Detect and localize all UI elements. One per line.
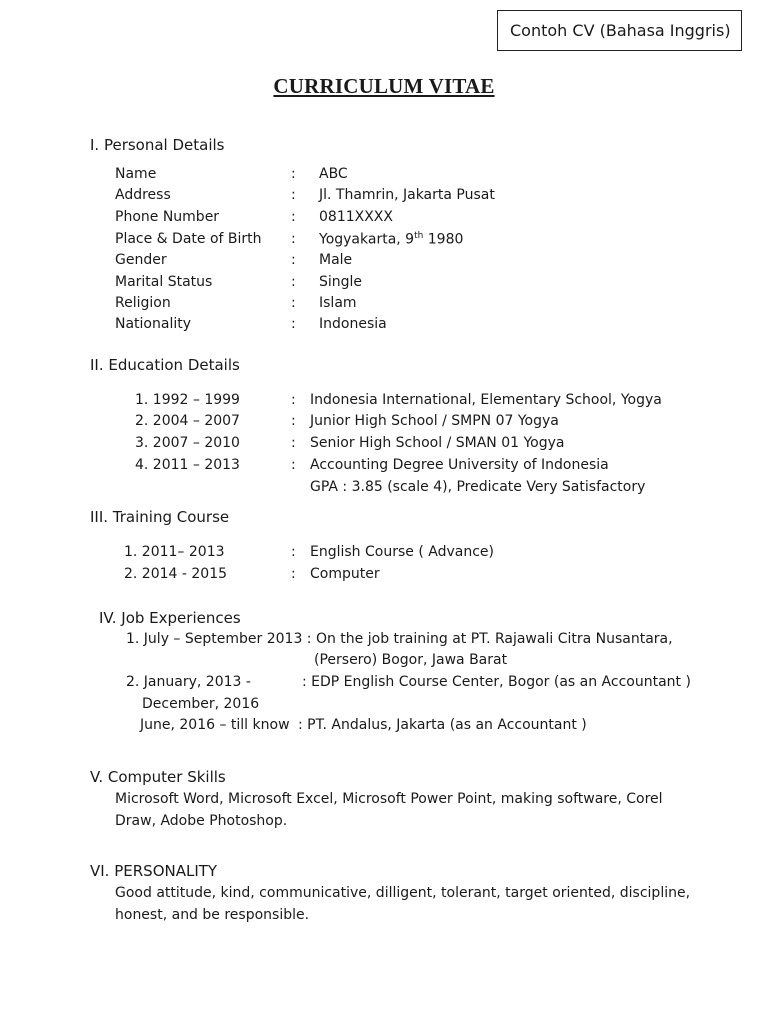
section-heading-personal: I. Personal Details [90,136,225,154]
colon: : [291,413,296,429]
label-marital: Marital Status [115,274,213,290]
job-entry-period: 2. January, 2013 - [126,674,251,690]
education-gpa: GPA : 3.85 (scale 4), Predicate Very Satisfactory [310,479,646,495]
job-entry-period: June, 2016 – till know [140,717,290,733]
colon: : [291,187,296,203]
training-period: 1. 2011– 2013 [124,544,225,560]
education-value: Indonesia International, Elementary School, Yogya [310,392,662,408]
training-value: Computer [310,566,380,582]
colon: : [291,252,296,268]
job-entry-line: 1. July – September 2013 : On the job training at PT. Rajawali Citra Nusantara, [126,631,673,647]
education-period: 4. 2011 – 2013 [135,457,240,473]
colon: : [291,566,296,582]
colon: : [291,457,296,473]
value-birth-sup: th [414,231,424,241]
value-address: Jl. Thamrin, Jakarta Pusat [319,187,495,203]
label-name: Name [115,166,157,182]
value-phone: 0811XXXX [319,209,393,225]
colon: : [291,209,296,225]
education-period: 1. 1992 – 1999 [135,392,240,408]
value-religion: Islam [319,295,357,311]
value-marital: Single [319,274,363,290]
job-entry-value: : EDP English Course Center, Bogor (as an Accountant ) [302,674,691,690]
education-value: Junior High School / SMPN 07 Yogya [310,413,559,429]
value-birth-place: Yogyakarta, 9 [319,231,415,248]
skills-line: Microsoft Word, Microsoft Excel, Microsoft Power Point, making software, Corel [115,791,663,807]
label-nationality: Nationality [115,316,192,332]
section-heading-skills: V. Computer Skills [90,768,226,786]
section-heading-education: II. Education Details [90,356,240,374]
colon: : [291,544,296,560]
personality-line: honest, and be responsible. [115,907,310,923]
skills-line: Draw, Adobe Photoshop. [115,813,288,829]
value-nationality: Indonesia [319,316,387,332]
personality-line: Good attitude, kind, communicative, dilligent, tolerant, target oriented, discipline, [115,885,691,901]
colon: : [291,274,296,290]
label-religion: Religion [115,295,171,311]
education-value: Accounting Degree University of Indonesia [310,457,609,473]
value-birth [319,231,463,248]
label-birth: Place & Date of Birth [115,231,262,247]
training-period: 2. 2014 - 2015 [124,566,228,582]
colon: : [291,231,296,247]
job-entry-line: December, 2016 [142,696,260,712]
colon: : [291,166,296,182]
section-heading-jobs: IV. Job Experiences [99,609,241,627]
label-address: Address [115,187,171,203]
education-value: Senior High School / SMAN 01 Yogya [310,435,565,451]
education-period: 2. 2004 – 2007 [135,413,240,429]
value-name: ABC [319,166,348,182]
label-phone: Phone Number [115,209,220,225]
colon: : [291,295,296,311]
document-tag: Contoh CV (Bahasa Inggris) [497,10,742,51]
value-gender: Male [319,252,353,268]
colon: : [291,435,296,451]
colon: : [291,316,296,332]
job-entry-value: : PT. Andalus, Jakarta (as an Accountant ) [298,717,587,733]
page-title: CURRICULUM VITAE [273,74,495,98]
value-birth-year: 1980 [423,231,464,248]
label-gender: Gender [115,252,167,268]
section-heading-training: III. Training Course [90,508,230,526]
job-entry-line: (Persero) Bogor, Jawa Barat [314,652,508,668]
colon: : [291,392,296,408]
section-heading-personality: VI. PERSONALITY [90,862,218,880]
education-period: 3. 2007 – 2010 [135,435,240,451]
training-value: English Course ( Advance) [310,544,494,560]
